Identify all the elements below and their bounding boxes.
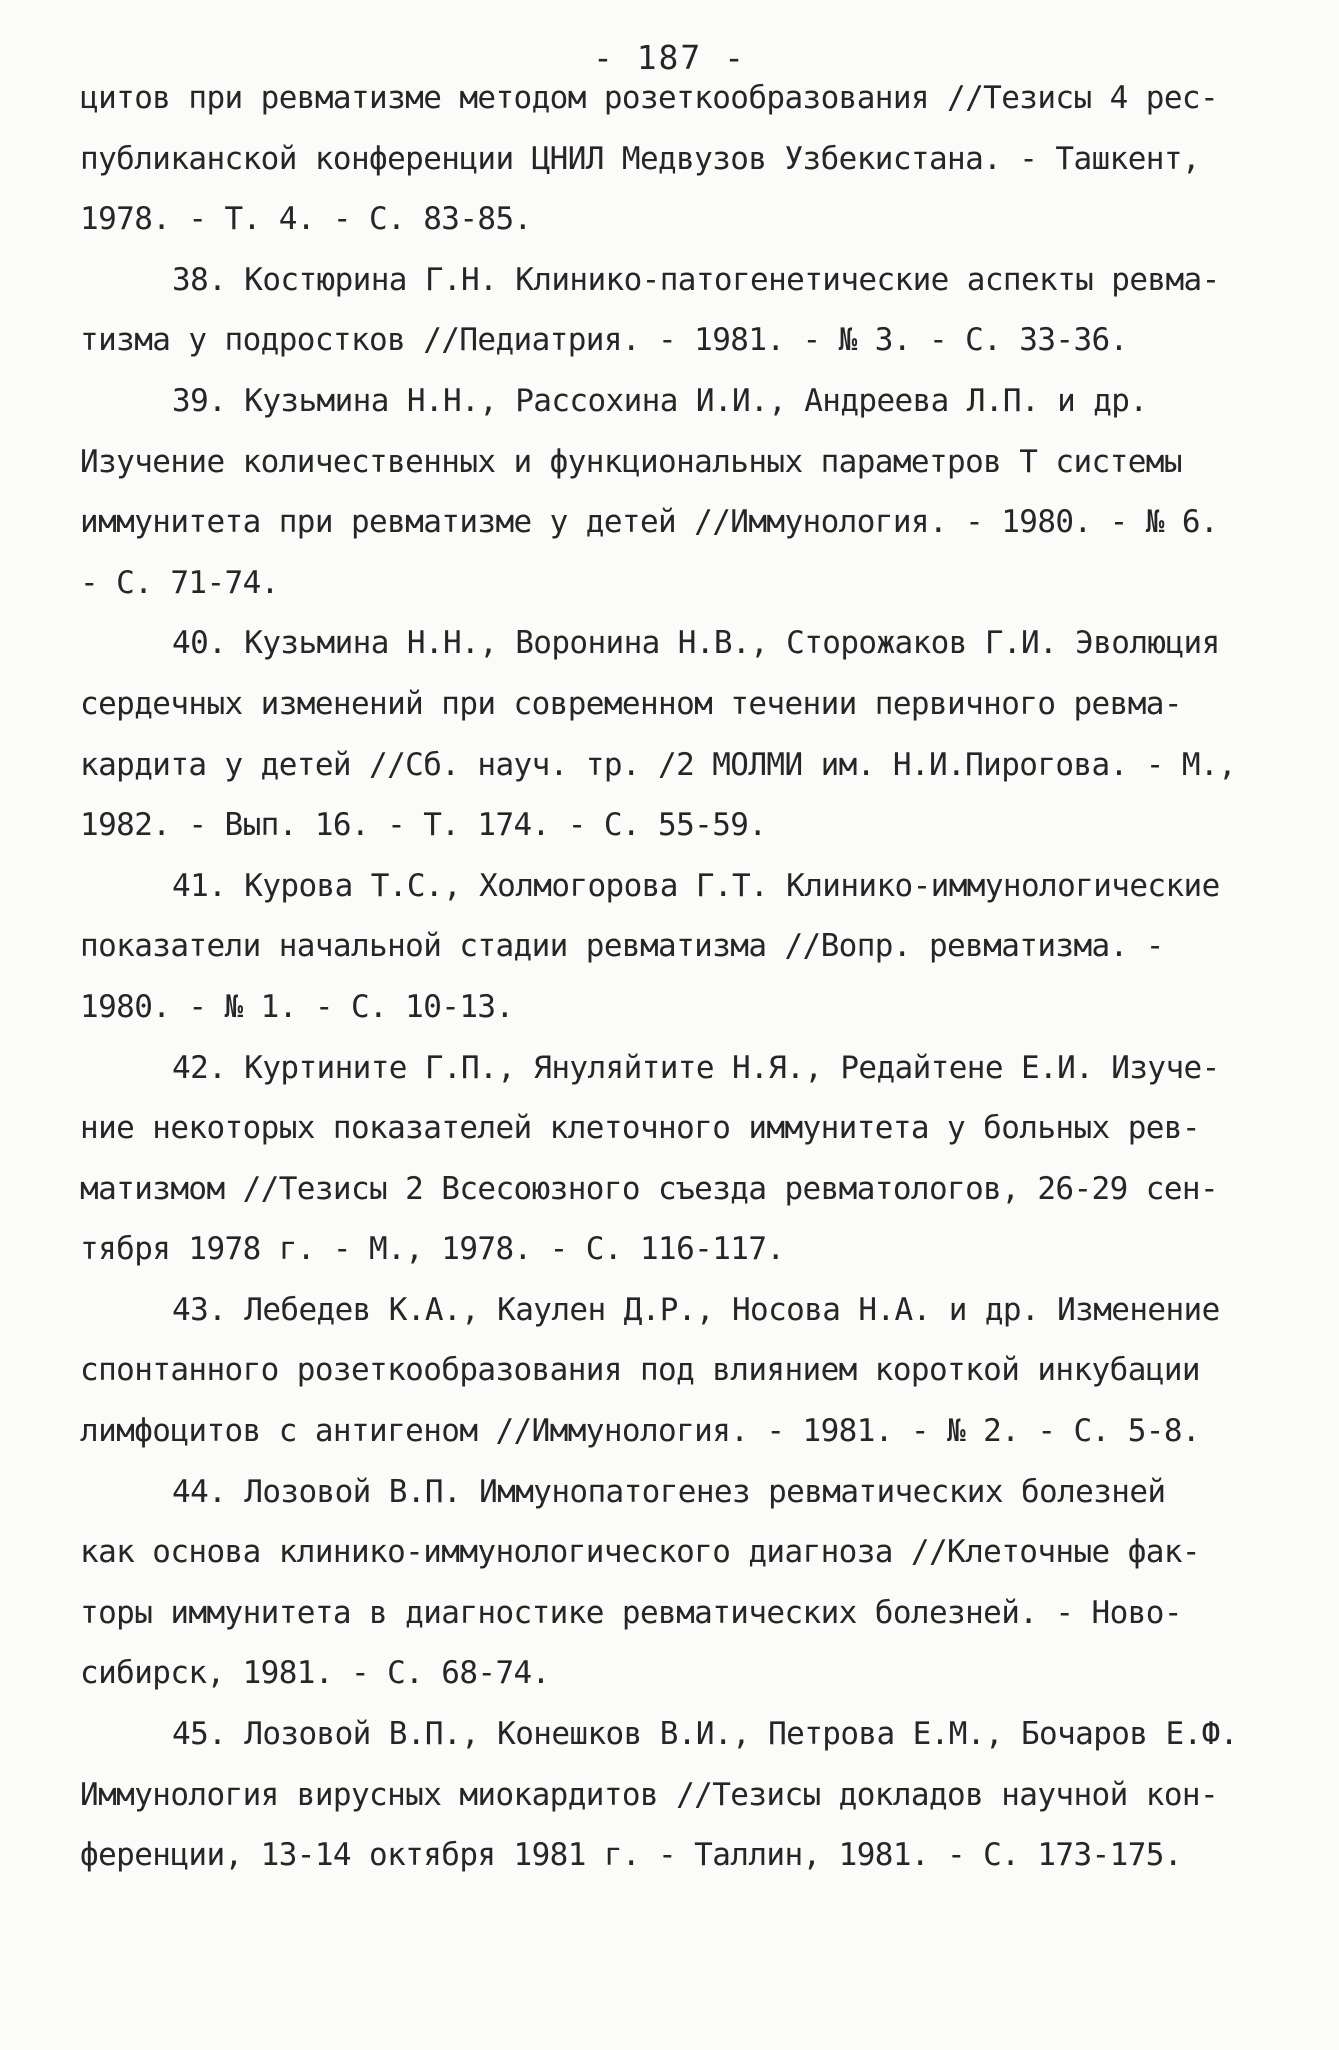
reference-list (80, 68, 1260, 1886)
reference-line: - С. 71-74. (80, 564, 279, 601)
reference-entry-39 (80, 371, 1260, 613)
reference-entry-44 (80, 1462, 1260, 1704)
reference-line: сердечных изменений при современном течении первичного ревма- (80, 685, 1182, 722)
reference-entry-40 (80, 613, 1260, 855)
reference-entry-42 (80, 1038, 1260, 1280)
reference-line: 1978. - Т. 4. - С. 83-85. (80, 201, 532, 238)
reference-entry-43 (80, 1280, 1260, 1462)
reference-line: 38. Костюрина Г.Н. Клинико-патогенетические аспекты ревма- (172, 261, 1220, 298)
reference-line: 45. Лозовой В.П., Конешков В.И., Петрова Е.М., Бочаров Е.Ф. (172, 1716, 1238, 1753)
reference-line: иммунитета при ревматизме у детей //Иммунология. - 1980. - № 6. (80, 504, 1219, 541)
reference-line: кардита у детей //Сб. науч. тр. /2 МОЛМИ им. Н.И.Пирогова. - М., (80, 746, 1237, 783)
reference-line: 41. Курова Т.С., Холмогорова Г.Т. Клинико-иммунологические (172, 867, 1220, 904)
reference-line: 42. Куртините Г.П., Януляйтите Н.Я., Редайтене Е.И. Изуче- (172, 1049, 1220, 1086)
reference-entry-38 (80, 250, 1260, 371)
reference-line: Иммунология вирусных миокардитов //Тезисы докладов научной кон- (80, 1776, 1219, 1813)
reference-line: 39. Кузьмина Н.Н., Рассохина И.И., Андреева Л.П. и др. (172, 382, 1148, 419)
reference-line: Изучение количественных и функциональных параметров Т системы (80, 443, 1182, 480)
reference-line: ние некоторых показателей клеточного иммунитета у больных рев- (80, 1110, 1200, 1147)
reference-line: публиканской конференции ЦНИЛ Медвузов Узбекистана. - Ташкент, (80, 140, 1200, 177)
reference-line: 40. Кузьмина Н.Н., Воронина Н.В., Сторожаков Г.И. Эволюция (172, 625, 1220, 662)
reference-line: тизма у подростков //Педиатрия. - 1981. - № 3. - С. 33-36. (80, 322, 1128, 359)
reference-line: цитов при ревматизме методом розеткообразования //Тезисы 4 рес- (80, 80, 1219, 116)
page-number: - 187 - (592, 38, 747, 77)
reference-line: матизмом //Тезисы 2 Всесоюзного съезда ревматологов, 26-29 сен- (80, 1170, 1219, 1207)
reference-line: ференции, 13-14 октября 1981 г. - Таллин, 1981. - С. 173-175. (80, 1837, 1182, 1874)
reference-line: 44. Лозовой В.П. Иммунопатогенез ревматических болезней (172, 1473, 1166, 1510)
reference-entry-41 (80, 856, 1260, 1038)
reference-entry-45 (80, 1704, 1260, 1886)
reference-line: торы иммунитета в диагностике ревматических болезней. - Ново- (80, 1594, 1182, 1631)
reference-line: тября 1978 г. - М., 1978. - С. 116-117. (80, 1231, 785, 1268)
reference-line: спонтанного розеткообразования под влиянием короткой инкубации (80, 1352, 1200, 1389)
reference-line: лимфоцитов с антигеном //Иммунология. - 1981. - № 2. - С. 5-8. (80, 1413, 1200, 1450)
reference-line: 43. Лебедев К.А., Каулен Д.Р., Носова Н.А. и др. Изменение (172, 1291, 1220, 1328)
reference-line: 1980. - № 1. - С. 10-13. (80, 988, 514, 1025)
reference-entry-37-continued (80, 68, 1260, 250)
reference-line: как основа клинико-иммунологического диагноза //Клеточные фак- (80, 1534, 1200, 1571)
reference-line: сибирск, 1981. - С. 68-74. (80, 1655, 550, 1692)
reference-line: 1982. - Вып. 16. - Т. 174. - С. 55-59. (80, 807, 767, 844)
reference-line: показатели начальной стадии ревматизма //Вопр. ревматизма. - (80, 928, 1164, 965)
